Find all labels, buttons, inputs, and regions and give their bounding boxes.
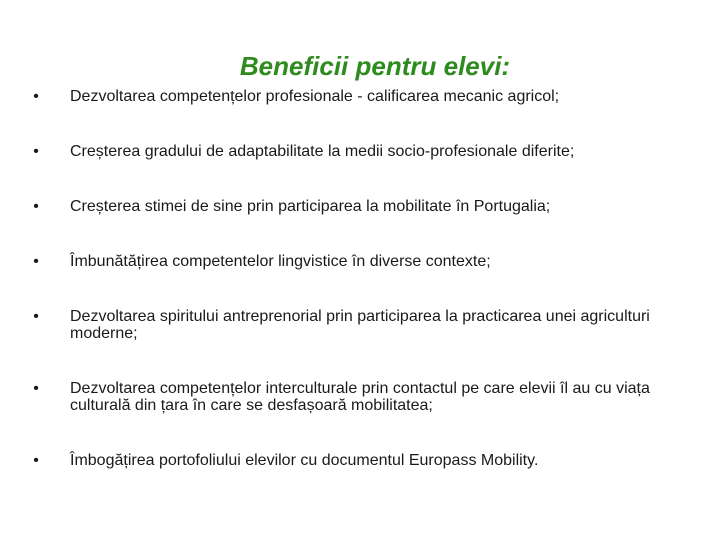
bullet-list [30,88,690,469]
bullet-text: Dezvoltarea competențelor interculturale prin contactul pe care elevii îl au cu viața culturală din țara în care se desfașoară mobilitatea; [70,380,650,414]
bullet-dot-icon: • [33,143,39,160]
bullet-text: Îmbogățirea portofoliului elevilor cu documentul Europass Mobility. [70,452,539,469]
bullet-dot-icon: • [33,452,39,469]
bullet-dot-icon: • [33,308,39,325]
bullet-text: Creșterea stimei de sine prin participarea la mobilitate în Portugalia; [70,198,551,215]
bullet-text: Dezvoltarea competențelor profesionale - calificarea mecanic agricol; [70,88,560,105]
bullet-item-7 [30,452,690,469]
bullet-text: Creșterea gradului de adaptabilitate la medii socio-profesionale diferite; [70,143,575,160]
bullet-item-6 [30,380,690,414]
bullet-text: Dezvoltarea spiritului antreprenorial prin participarea la practicarea unei agriculturi moderne; [70,308,650,342]
bullet-dot-icon: • [33,380,39,397]
slide-title: Beneficii pentru elevi: [239,51,511,81]
bullet-item-3 [30,198,690,215]
bullet-dot-icon: • [33,253,39,270]
bullet-item-4 [30,253,690,270]
bullet-item-5 [30,308,690,342]
bullet-dot-icon: • [33,88,39,105]
bullet-text: Îmbunătățirea competentelor lingvistice în diverse contexte; [70,253,491,270]
bullet-item-2 [30,143,690,160]
bullet-dot-icon: • [33,198,39,215]
bullet-item-1 [30,88,690,105]
